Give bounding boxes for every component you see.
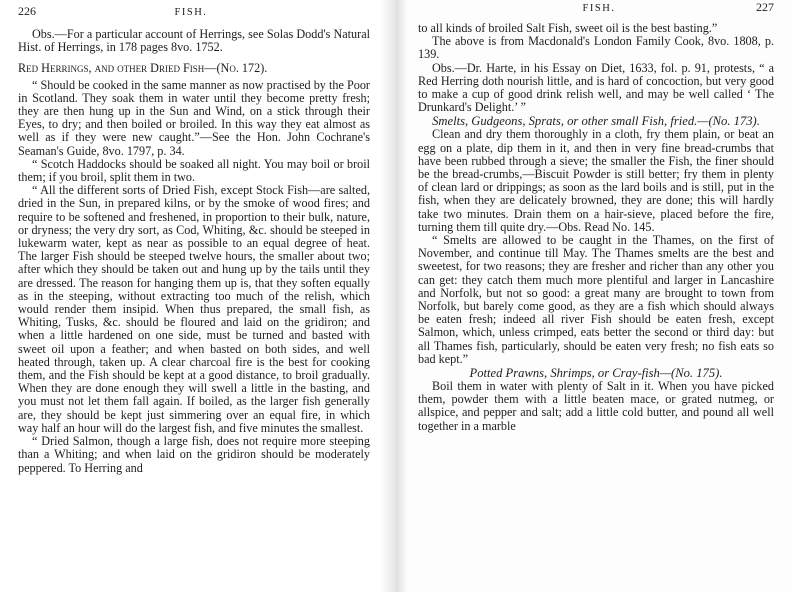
body-paragraph: Boil them in water with plenty of Salt in it. When you have picked them, powder them with a little beaten mace, or grated nutmeg, or allspice, and pepper and salt; add a little cold butter, and pound all well together in a marble [418, 379, 774, 433]
body-paragraph: “ Dried Salmon, though a large fish, does not require more steeping than a Whiting; and when laid on the gridiron should be moderately peppered. To Herring and [18, 434, 370, 475]
gutter-shadow [396, 0, 408, 592]
body-paragraph: “ All the different sorts of Dried Fish, except Stock Fish—are salted, dried in the Sun, in prepared kilns, or by the smoke of wood fires; and require to be softened and freshened, in proportion to their bulk, nature, or dryness; the very dry sort, as Cod, Whiting, &c. should be steeped in lukewarm water, kept as near as possible to an equal degree of heat. The larger Fish should be steeped twelve hours, the smaller about two; after which they should be taken out and hung up by the tails until they are dressed. The reason for hanging them up is, that they soften equally as in the steeping, without extracting too much of the relish, which would render them insipid. When thus prepared, the small fish, as Whiting, Tusks, &c. should be floured and laid on the gridiron; and when a little hardened on one side, must be turned and basted with sweet oil upon a feather; and when basted on both sides, and well heated through, taken up. A clear charcoal fire is the best for cooking them, and the Fish should be kept at a good distance, to broil gradually. When they are done enough they will swell a little in the basting, and you must not let them fall again. If boiled, as the larger fish generally are, they should be kept just simmering over an equal fire, in which way half an hour will do the largest fish, and five minutes the smallest. [18, 183, 370, 435]
running-head: FISH. [174, 7, 208, 18]
page-number: 227 [755, 0, 774, 14]
body-paragraph: to all kinds of broiled Salt Fish, sweet oil is the best basting.” [418, 21, 718, 35]
right-page [396, 0, 792, 592]
page-number: 226 [18, 4, 36, 18]
gutter-shadow [380, 0, 396, 592]
page-body [418, 22, 774, 433]
body-paragraph: “ Scotch Haddocks should be soaked all night. You may boil or broil them; if you broil, split them in two. [18, 156, 370, 185]
recipe-heading: Red Herrings, and other Dried Fish—(No. 172). [18, 61, 268, 76]
body-paragraph: “ Should be cooked in the same manner as now practised by the Poor in Scotland. They soak them in water until they become pretty fresh; they are then hung up in the Sun and Wind, on a stick through their Eyes, to dry; and then boiled or broiled. In this way they eat almost as well as if they were new caught.”—See the Hon. John Cochrane's Seaman's Guide, 8vo. 1797, p. 34. [18, 77, 370, 158]
page-body [18, 28, 370, 475]
page-header [418, 0, 774, 18]
obs-paragraph: Obs.—For a particular account of Herrings, see Solas Dodd's Natural Hist. of Herrings, in 178 pages 8vo. 1752. [18, 27, 370, 55]
obs-paragraph: Obs.—Dr. Harte, in his Essay on Diet, 1633, fol. p. 91, protests, “ a Red Herring doth nourish little, and is hard of concoction, but very good to make a cup of good drink relish well, and may be well called ‘ The Drunkard's Delight.’ ” [418, 60, 774, 115]
body-paragraph: Clean and dry them thoroughly in a cloth, fry them plain, or beat an egg on a plate, dip them in it, and then in very fine bread-crumbs that have been rubbed through a sieve; the smaller the Fish, the finer should be the bread-crumbs,—Biscuit Powder is still better; fry them in plenty of clean lard or drippings; as soon as the lard boils and is still, put in the fish, when they are delicately browned, they are done; this will hardly take two minutes. Drain them on a hair-sieve, placed before the fire, turning them till quite dry.—Obs. Read No. 145. [418, 127, 774, 234]
body-paragraph: “ Smelts are allowed to be caught in the Thames, on the first of November, and continue till May. The Thames smelts are the best and sweetest, for two reasons; they are fresher and richer than any other you can get: they catch them much more plentiful and larger in Lancashire and Norfolk, but not so good: a great many are brought to town from Norfolk, but barely come good, as they are a fish which should always be eaten fresh; indeed all river Fish should be eaten fresh, except Salmon, which, unless crimped, eats better the second or third day: but all Thames fish, particularly, should be eaten very fresh; no fish eats so bad kept.” [418, 233, 774, 366]
body-paragraph: The above is from Macdonald's London Family Cook, 8vo. 1808, p. 139. [418, 34, 774, 62]
page-header [18, 4, 370, 22]
recipe-heading: Potted Prawns, Shrimps, or Cray-fish—(No. 175). [469, 366, 723, 381]
running-head: FISH. [582, 3, 616, 14]
recipe-heading: Smelts, Gudgeons, Sprats, or other small Fish, fried.—(No. 173). [432, 114, 760, 129]
